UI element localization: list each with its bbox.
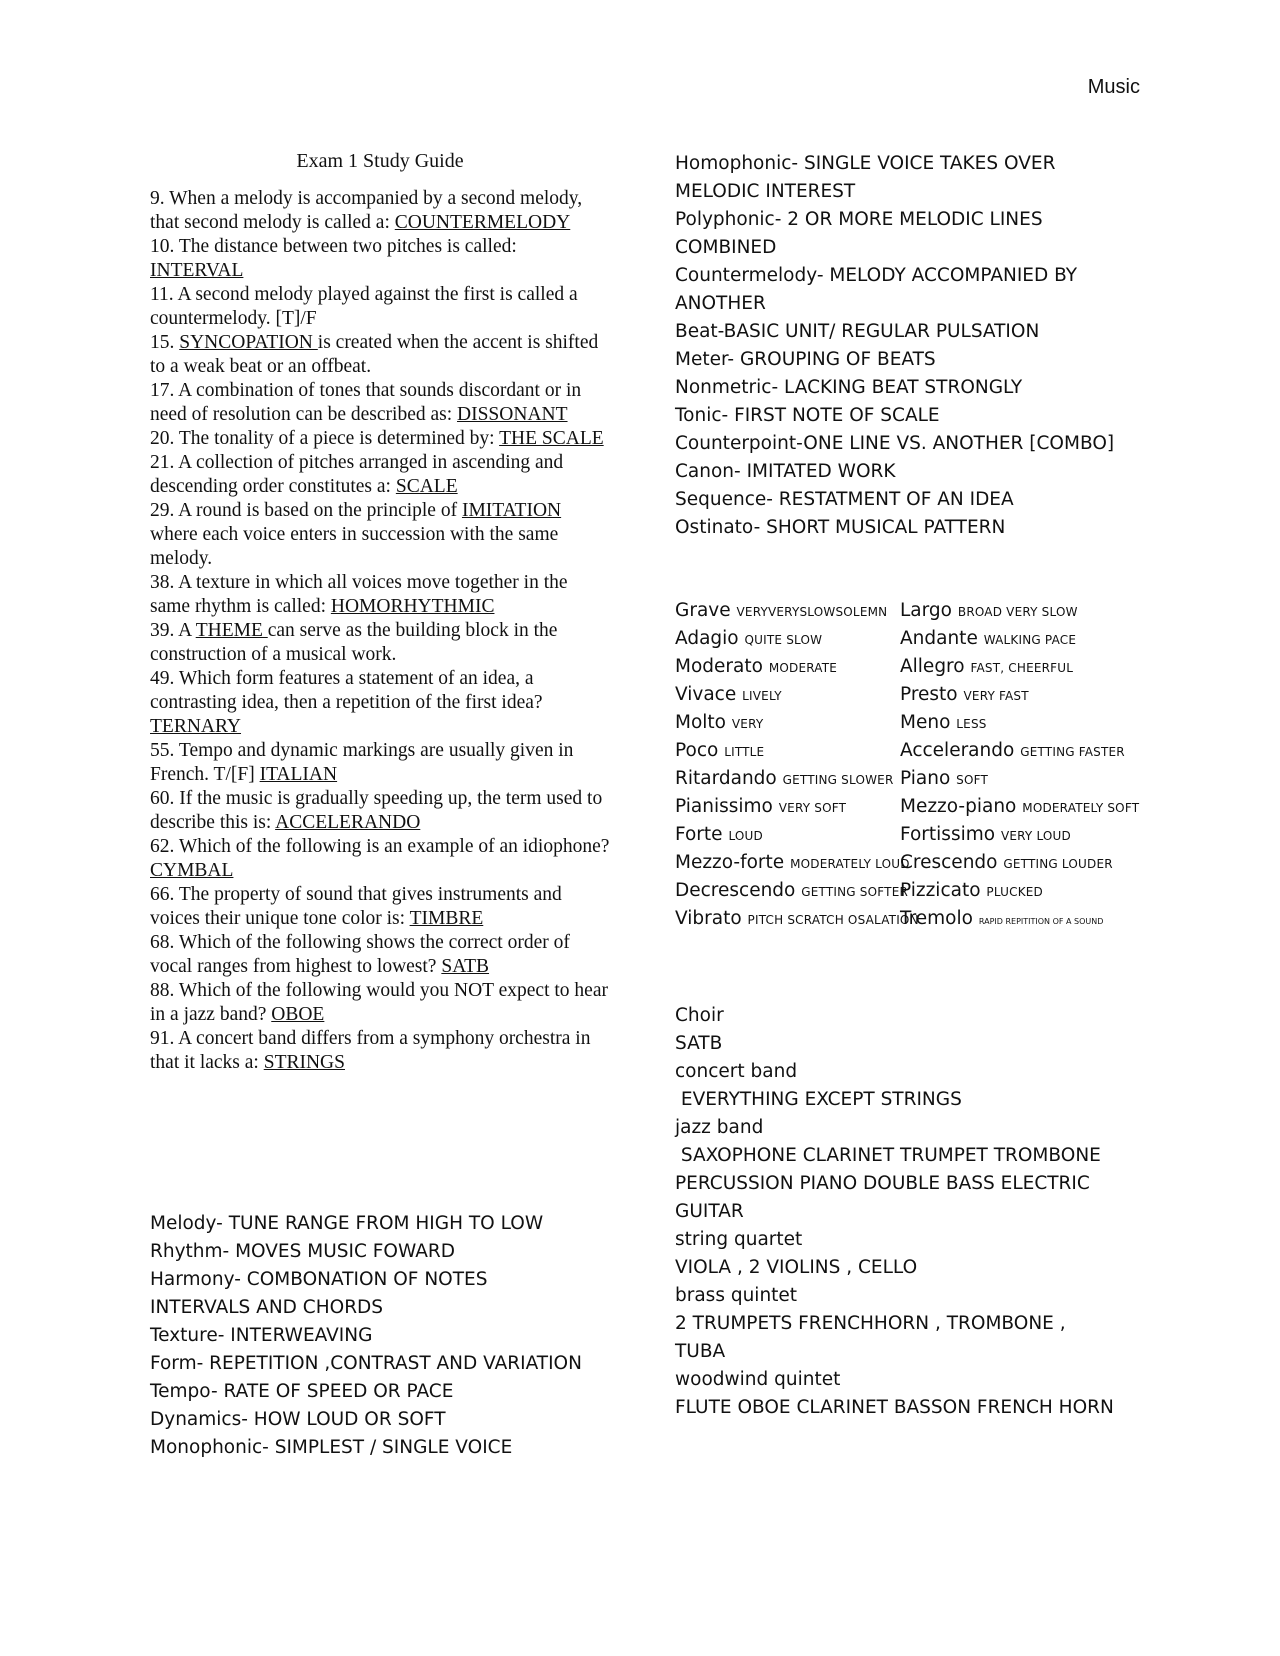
question-text: 62. Which of the following is an example of an idiophone? [150, 836, 610, 857]
question-text: 9. When a melody is accompanied by a second melody, that second melody is called a: [150, 188, 583, 233]
question-item [150, 283, 610, 331]
tempo-term: Adagio [675, 628, 739, 649]
terms-list-right [675, 150, 1145, 542]
tempo-row [675, 681, 1145, 709]
ensemble-item: GUITAR [675, 1201, 744, 1222]
tempo-row [675, 821, 1145, 849]
tempo-cell [675, 625, 900, 653]
tempo-term: Ritardando [675, 768, 777, 789]
tempo-row [675, 765, 1145, 793]
tempo-term: Meno [900, 712, 951, 733]
tempo-cell [900, 905, 1103, 933]
question-answer: THE SCALE [499, 428, 604, 449]
question-text-after: where each voice enters in succession with the same melody. [150, 524, 559, 569]
ensembles-list [675, 1002, 1145, 1422]
tempo-cell [675, 849, 910, 877]
tempo-row [675, 625, 1145, 653]
tempo-meaning: QUITE SLOW [744, 633, 823, 647]
term-item: COMBINED [675, 237, 777, 258]
ensemble-item: SAXOPHONE CLARINET TRUMPET TROMBONE [675, 1145, 1101, 1166]
question-item [150, 331, 610, 379]
tempo-row [675, 653, 1145, 681]
term-item: Dynamics- HOW LOUD OR SOFT [150, 1409, 446, 1430]
tempo-cell [675, 877, 909, 905]
tempo-cell [900, 625, 1076, 653]
ensemble-item: TUBA [675, 1341, 726, 1362]
question-item [150, 931, 610, 979]
term-item: Rhythm- MOVES MUSIC FOWARD [150, 1241, 455, 1262]
term-item: Form- REPETITION ,CONTRAST AND VARIATION [150, 1353, 582, 1374]
question-item [150, 571, 610, 619]
tempo-meaning: PLUCKED [986, 885, 1043, 899]
question-answer: SATB [441, 956, 490, 977]
question-answer: COUNTERMELODY [394, 212, 571, 233]
tempo-cell [900, 597, 1078, 625]
question-text: 21. A collection of pitches arranged in ascending and descending order constitutes a: [150, 452, 564, 497]
tempo-term: Moderato [675, 656, 763, 677]
tempo-term: Decrescendo [675, 880, 796, 901]
question-answer: ACCELERANDO [275, 812, 421, 833]
term-item: Tempo- RATE OF SPEED OR PACE [150, 1381, 454, 1402]
tempo-meaning: VERY SOFT [778, 801, 847, 815]
ensemble-item: 2 TRUMPETS FRENCHHORN , TROMBONE , [675, 1313, 1066, 1334]
question-item [150, 427, 610, 451]
tempo-term: Presto [900, 684, 958, 705]
question-answer: IMITATION [461, 500, 562, 521]
ensemble-item: jazz band [675, 1117, 764, 1138]
question-text: 20. The tonality of a piece is determined by: [150, 428, 500, 449]
tempo-meaning: BROAD VERY SLOW [957, 605, 1078, 619]
tempo-meaning: RAPID REPITITION OF A SOUND [978, 917, 1104, 926]
question-answer: SCALE [395, 476, 458, 497]
ensemble-item: VIOLA , 2 VIOLINS , CELLO [675, 1257, 918, 1278]
term-item: Monophonic- SIMPLEST / SINGLE VOICE [150, 1437, 513, 1458]
question-item [150, 883, 610, 931]
question-item [150, 835, 610, 883]
page-title: Exam 1 Study Guide [296, 150, 464, 172]
ensemble-item: EVERYTHING EXCEPT STRINGS [675, 1089, 962, 1110]
tempo-meaning: MODERATELY SOFT [1022, 801, 1140, 815]
tempo-meaning: LIVELY [742, 689, 782, 703]
term-item: Counterpoint-ONE LINE VS. ANOTHER [COMBO] [675, 433, 1115, 454]
term-item: Meter- GROUPING OF BEATS [675, 349, 936, 370]
question-item [150, 667, 610, 739]
page-header: Music [1087, 76, 1140, 98]
question-item [150, 379, 610, 427]
tempo-meaning: PITCH SCRATCH OSALATION [747, 913, 919, 927]
tempo-meaning: LITTLE [724, 745, 765, 759]
tempo-term: Grave [675, 600, 731, 621]
question-text: 39. A [150, 620, 196, 641]
tempo-term: Molto [675, 712, 726, 733]
tempo-cell [675, 765, 900, 793]
tempo-meaning: SOFT [956, 773, 989, 787]
ensemble-item: PERCUSSION PIANO DOUBLE BASS ELECTRIC [675, 1173, 1090, 1194]
tempo-cell [675, 905, 919, 933]
question-answer: HOMORHYTHMIC [330, 596, 495, 617]
tempo-meaning: VERYVERYSLOWSOLEMN [736, 605, 888, 619]
tempo-row [675, 597, 1145, 625]
term-item: Nonmetric- LACKING BEAT STRONGLY [675, 377, 1023, 398]
term-item: Melody- TUNE RANGE FROM HIGH TO LOW [150, 1213, 544, 1234]
tempo-cell [675, 709, 900, 737]
tempo-meaning: LOUD [728, 829, 763, 843]
term-item: Countermelody- MELODY ACCOMPANIED BY [675, 265, 1078, 286]
tempo-row [675, 793, 1145, 821]
tempo-meaning: GETTING FASTER [1020, 745, 1125, 759]
question-text: 66. The property of sound that gives instruments and voices their unique tone color is: [150, 884, 562, 929]
tempo-term: Forte [675, 824, 723, 845]
ensemble-item: brass quintet [675, 1285, 798, 1306]
tempo-cell [900, 877, 1043, 905]
term-item: Ostinato- SHORT MUSICAL PATTERN [675, 517, 1006, 538]
term-item: ANOTHER [675, 293, 766, 314]
question-text: 11. A second melody played against the first is called a countermelody. [T]/F [150, 284, 578, 329]
tempo-cell [900, 849, 1113, 877]
question-text: 38. A texture in which all voices move together in the same rhythm is called: [150, 572, 568, 617]
tempo-dynamics-table [675, 597, 1145, 933]
question-item [150, 235, 610, 283]
question-item [150, 1027, 610, 1075]
tempo-term: Tremolo [900, 908, 973, 929]
ensemble-item: SATB [675, 1033, 723, 1054]
question-text: 88. Which of the following would you NOT expect to hear in a jazz band? [150, 980, 608, 1025]
question-answer: OBOE [271, 1004, 325, 1025]
question-answer: INTERVAL [150, 260, 244, 281]
question-text-after: is created when the accent is shifted to a weak beat or an offbeat. [150, 332, 599, 377]
question-text: 91. A concert band differs from a symphony orchestra in that it lacks a: [150, 1028, 591, 1073]
question-item [150, 787, 610, 835]
term-item: MELODIC INTEREST [675, 181, 856, 202]
question-answer: TERNARY [150, 716, 242, 737]
tempo-cell [675, 653, 900, 681]
tempo-term: Largo [900, 600, 952, 621]
tempo-cell [900, 737, 1125, 765]
tempo-term: Poco [675, 740, 719, 761]
tempo-cell [675, 681, 900, 709]
tempo-meaning: WALKING PACE [983, 633, 1077, 647]
tempo-meaning: MODERATELY LOUD [790, 857, 910, 871]
tempo-row [675, 709, 1145, 737]
tempo-cell [900, 653, 1073, 681]
question-answer: SYNCOPATION [179, 332, 318, 353]
questions-column [150, 150, 610, 1075]
term-item: Sequence- RESTATMENT OF AN IDEA [675, 489, 1014, 510]
question-item [150, 451, 610, 499]
question-answer: TIMBRE [409, 908, 484, 929]
term-item: INTERVALS AND CHORDS [150, 1297, 384, 1318]
terms-list-left [150, 1210, 620, 1462]
question-text-after: can serve as the building block in the construction of a musical work. [150, 620, 558, 665]
tempo-meaning: GETTING LOUDER [1003, 857, 1113, 871]
ensemble-item: concert band [675, 1061, 798, 1082]
tempo-term: Vivace [675, 684, 737, 705]
term-item: Homophonic- SINGLE VOICE TAKES OVER [675, 153, 1056, 174]
question-answer: THEME [195, 620, 268, 641]
tempo-cell [900, 821, 1071, 849]
question-text: 55. Tempo and dynamic markings are usually given in French. T/[F] [150, 740, 574, 785]
tempo-term: Pianissimo [675, 796, 773, 817]
tempo-cell [900, 793, 1139, 821]
ensemble-item: Choir [675, 1005, 724, 1026]
term-item: Beat-BASIC UNIT/ REGULAR PULSATION [675, 321, 1040, 342]
tempo-term: Mezzo-forte [675, 852, 785, 873]
tempo-term: Fortissimo [900, 824, 996, 845]
tempo-meaning: MODERATE [768, 661, 838, 675]
question-item [150, 499, 610, 571]
question-item [150, 619, 610, 667]
tempo-meaning: VERY [731, 717, 764, 731]
question-text: 49. Which form features a statement of an idea, a contrasting idea, then a repetition of the first idea? [150, 668, 543, 713]
tempo-term: Allegro [900, 656, 965, 677]
tempo-cell [675, 821, 900, 849]
tempo-row [675, 905, 1145, 933]
tempo-meaning: VERY FAST [963, 689, 1029, 703]
term-item: Harmony- COMBONATION OF NOTES [150, 1269, 488, 1290]
tempo-row [675, 849, 1145, 877]
tempo-meaning: GETTING SLOWER [782, 773, 894, 787]
term-item: Tonic- FIRST NOTE OF SCALE [675, 405, 940, 426]
ensemble-item: woodwind quintet [675, 1369, 841, 1390]
tempo-cell [675, 793, 900, 821]
term-item: Texture- INTERWEAVING [150, 1325, 373, 1346]
tempo-meaning: LESS [956, 717, 987, 731]
ensemble-item: string quartet [675, 1229, 803, 1250]
question-answer: ITALIAN [259, 764, 338, 785]
tempo-row [675, 877, 1145, 905]
question-text: 68. Which of the following shows the correct order of vocal ranges from highest to lowest? [150, 932, 570, 977]
question-text: 10. The distance between two pitches is called: [150, 236, 517, 257]
ensemble-item: FLUTE OBOE CLARINET BASSON FRENCH HORN [675, 1397, 1114, 1418]
question-item [150, 739, 610, 787]
tempo-term: Andante [900, 628, 978, 649]
tempo-term: Pizzicato [900, 880, 981, 901]
tempo-cell [900, 765, 988, 793]
question-list [150, 187, 610, 1075]
tempo-meaning: FAST, CHEERFUL [970, 661, 1074, 675]
question-answer: STRINGS [263, 1052, 345, 1073]
tempo-cell [900, 709, 987, 737]
question-text: 17. A combination of tones that sounds discordant or in need of resolution can be described as: [150, 380, 582, 425]
tempo-row [675, 737, 1145, 765]
question-text: 29. A round is based on the principle of [150, 500, 462, 521]
question-item [150, 187, 610, 235]
tempo-term: Mezzo-piano [900, 796, 1017, 817]
tempo-meaning: GETTING SOFTER [801, 885, 909, 899]
question-answer: DISSONANT [457, 404, 568, 425]
term-item: Canon- IMITATED WORK [675, 461, 896, 482]
term-item: Polyphonic- 2 OR MORE MELODIC LINES [675, 209, 1043, 230]
question-answer: CYMBAL [150, 860, 234, 881]
tempo-term: Piano [900, 768, 951, 789]
tempo-term: Accelerando [900, 740, 1015, 761]
tempo-term: Vibrato [675, 908, 742, 929]
tempo-cell [900, 681, 1029, 709]
tempo-term: Crescendo [900, 852, 998, 873]
question-item [150, 979, 610, 1027]
tempo-cell [675, 737, 900, 765]
tempo-cell [675, 597, 900, 625]
tempo-meaning: VERY LOUD [1000, 829, 1071, 843]
question-text: 60. If the music is gradually speeding up, the term used to describe this is: [150, 788, 603, 833]
question-text: 15. [150, 332, 180, 353]
